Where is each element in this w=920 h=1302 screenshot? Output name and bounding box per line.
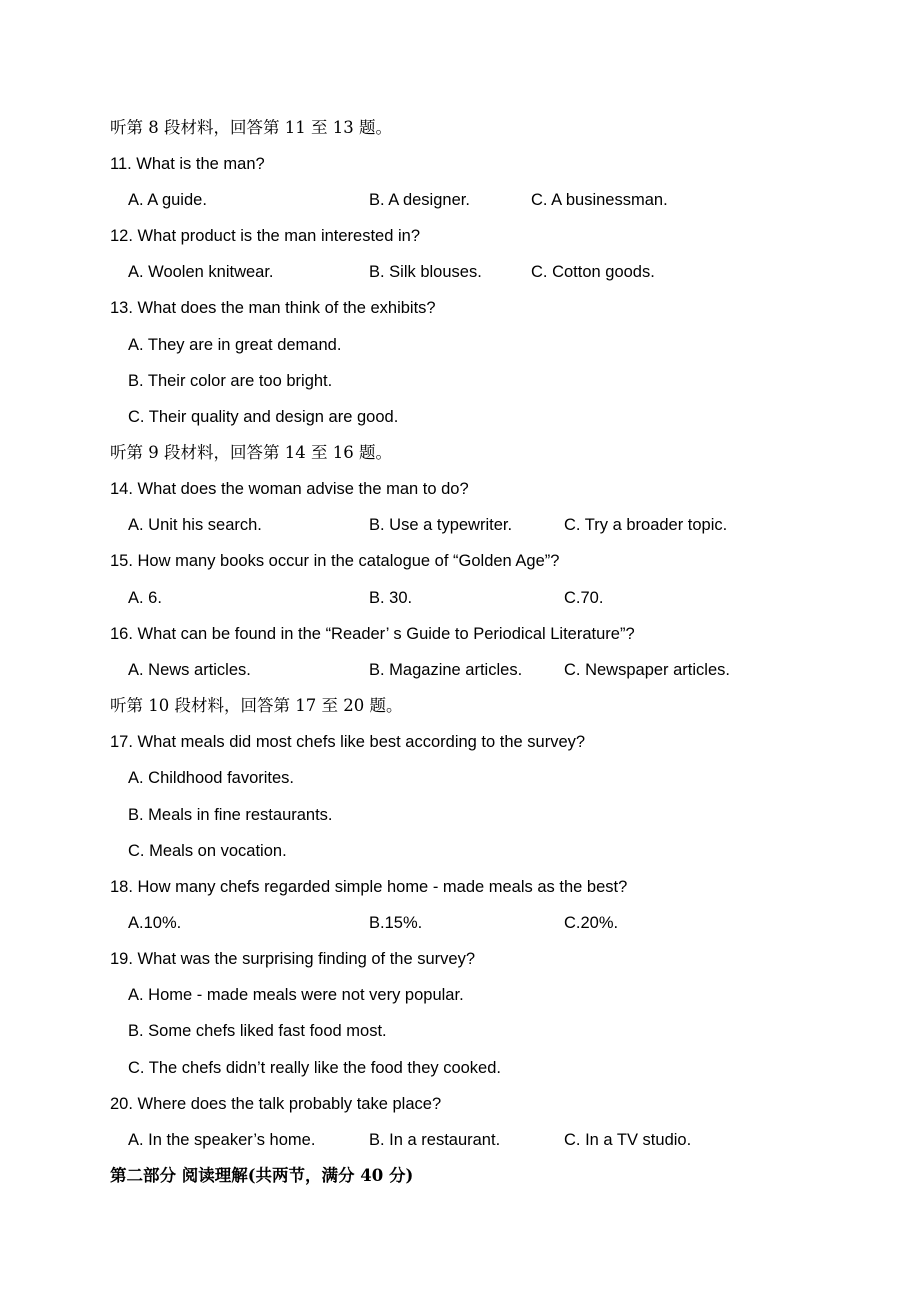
option-13b: B. Their color are too bright. <box>128 372 333 390</box>
option-20c: C. In a TV studio. <box>564 1131 692 1149</box>
question-16: 16. What can be found in the “Reader’ s Guide to Periodical Literature”? <box>110 625 635 643</box>
option-14b: B. Use a typewriter. <box>369 516 513 534</box>
option-16c: C. Newspaper articles. <box>564 661 730 679</box>
option-11c: C. A businessman. <box>531 191 668 209</box>
option-18c: C.20%. <box>564 914 619 932</box>
option-11b: B. A designer. <box>369 191 470 209</box>
option-18a: A.10%. <box>128 914 182 932</box>
question-14: 14. What does the woman advise the man to do? <box>110 480 469 498</box>
option-15c: C.70. <box>564 589 604 607</box>
option-14c: C. Try a broader topic. <box>564 516 728 534</box>
option-13a: A. They are in great demand. <box>128 336 342 354</box>
option-19b: B. Some chefs liked fast food most. <box>128 1022 387 1040</box>
part-two-heading: 第二部分 阅读理解(共两节，满分 40 分) <box>110 1166 414 1185</box>
option-17b: B. Meals in fine restaurants. <box>128 806 333 824</box>
option-12c: C. Cotton goods. <box>531 263 655 281</box>
option-17a: A. Childhood favorites. <box>128 769 295 787</box>
question-15: 15. How many books occur in the catalogue of “Golden Age”? <box>110 552 560 570</box>
option-16a: A. News articles. <box>128 661 251 679</box>
option-20b: B. In a restaurant. <box>369 1131 501 1149</box>
question-18: 18. How many chefs regarded simple home - made meals as the best? <box>110 878 628 896</box>
option-19c: C. The chefs didn’t really like the food they cooked. <box>128 1059 501 1077</box>
option-11a: A. A guide. <box>128 191 207 209</box>
option-19a: A. Home - made meals were not very popular. <box>128 986 464 1004</box>
option-15a: A. 6. <box>128 589 162 607</box>
question-12: 12. What product is the man interested in? <box>110 227 421 245</box>
question-17: 17. What meals did most chefs like best according to the survey? <box>110 733 586 751</box>
option-14a: A. Unit his search. <box>128 516 262 534</box>
option-16b: B. Magazine articles. <box>369 661 523 679</box>
section-heading-9: 听第 9 段材料，回答第 14 至 16 题。 <box>110 443 392 462</box>
option-12b: B. Silk blouses. <box>369 263 482 281</box>
option-17c: C. Meals on vocation. <box>128 842 287 860</box>
question-13: 13. What does the man think of the exhibits? <box>110 299 436 317</box>
option-20a: A. In the speaker’s home. <box>128 1131 316 1149</box>
option-15b: B. 30. <box>369 589 413 607</box>
option-13c: C. Their quality and design are good. <box>128 408 399 426</box>
option-18b: B.15%. <box>369 914 423 932</box>
question-20: 20. Where does the talk probably take place? <box>110 1095 442 1113</box>
question-19: 19. What was the surprising finding of the survey? <box>110 950 476 968</box>
section-heading-8: 听第 8 段材料，回答第 11 至 13 题。 <box>110 118 392 137</box>
option-12a: A. Woolen knitwear. <box>128 263 274 281</box>
question-11: 11. What is the man? <box>110 155 265 173</box>
section-heading-10: 听第 10 段材料，回答第 17 至 20 题。 <box>110 696 403 715</box>
